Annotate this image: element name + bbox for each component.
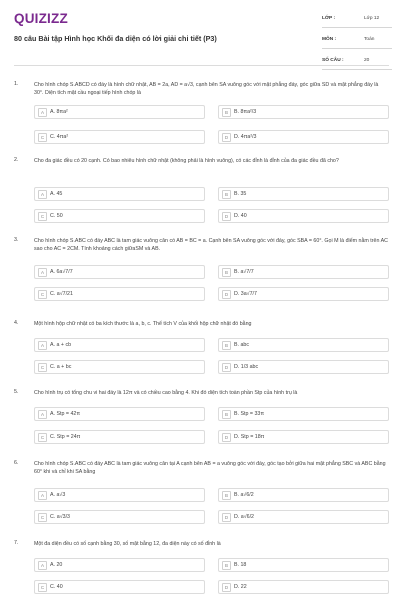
option-text: C. 50: [50, 213, 63, 219]
option-text: C. a√3/3: [50, 514, 70, 520]
option-a[interactable]: [34, 265, 205, 279]
option-letter: B: [222, 108, 231, 117]
worksheet-title: 80 câu Bài tập Hình học Khối đa diện có lời giải chi tiết (P3): [14, 34, 217, 43]
option-text: C. a√7/21: [50, 291, 73, 297]
option-letter: C: [38, 212, 47, 221]
option-letter: D: [222, 583, 231, 592]
option-text: D. 3a√7/7: [234, 291, 257, 297]
option-text: D. a√6/2: [234, 514, 254, 520]
header-divider: [14, 65, 389, 66]
option-letter: A: [38, 190, 47, 199]
option-c[interactable]: [34, 580, 205, 594]
option-text: B. 18: [234, 562, 247, 568]
option-letter: D: [222, 363, 231, 372]
option-text: C. a + bc: [50, 364, 72, 370]
option-letter: A: [38, 410, 47, 419]
option-text: D. 40: [234, 213, 247, 219]
option-letter: B: [222, 491, 231, 500]
option-letter: D: [222, 433, 231, 442]
option-text: D. 1/3 abc: [234, 364, 259, 370]
question-number: 5.: [14, 389, 19, 395]
option-b[interactable]: [218, 265, 389, 279]
option-text: B. abc: [234, 342, 250, 348]
option-letter: D: [222, 133, 231, 142]
question-number: 3.: [14, 237, 19, 243]
option-text: D. 4πa²/3: [234, 134, 257, 140]
meta-count: [322, 54, 392, 70]
option-text: A. a√3: [50, 492, 66, 498]
option-c[interactable]: [34, 510, 205, 524]
option-text: A. 45: [50, 191, 63, 197]
option-text: A. 6a√7/7: [50, 269, 73, 275]
option-b[interactable]: [218, 105, 389, 119]
option-letter: C: [38, 513, 47, 522]
option-text: A. a + cb: [50, 342, 72, 348]
option-letter: C: [38, 433, 47, 442]
question-number: 2.: [14, 157, 19, 163]
option-d[interactable]: [218, 360, 389, 374]
option-letter: B: [222, 190, 231, 199]
option-text: D. 22: [234, 584, 247, 590]
question-number: 4.: [14, 320, 19, 326]
option-a[interactable]: [34, 407, 205, 421]
option-c[interactable]: [34, 360, 205, 374]
question-number: 7.: [14, 540, 19, 546]
option-b[interactable]: [218, 558, 389, 572]
option-c[interactable]: [34, 287, 205, 301]
meta-grade-value: Lớp 12: [364, 16, 380, 21]
option-letter: A: [38, 108, 47, 117]
option-d[interactable]: [218, 580, 389, 594]
question-text: Cho hình chóp S.ABC có đáy ABC là tam giác vuông cân có AB = BC = a. Cạnh bên SA vuông góc với đáy, góc SBA = 60°. Gọi M là điểm nằm trên AC sao cho AC = 2CM. Tính khoảng cách giữaSM và AB.: [34, 238, 388, 252]
option-b[interactable]: [218, 338, 389, 352]
option-b[interactable]: [218, 187, 389, 201]
option-a[interactable]: [34, 488, 205, 502]
option-a[interactable]: [34, 338, 205, 352]
option-letter: D: [222, 212, 231, 221]
question-text: Cho hình chóp S.ABCD có đáy là hình chữ nhật, AB = 2a, AD = a√3, cạnh bên SA vuông góc với mặt phẳng đáy, góc giữa SD và mặt phẳng đáy là 30°. Diện tích mặt cầu ngoại tiếp hình chóp là: [34, 82, 379, 96]
option-b[interactable]: [218, 407, 389, 421]
option-text: C. 4πa²: [50, 134, 69, 140]
meta-grade-label: LỚP :: [322, 16, 336, 21]
option-text: D. Stp = 18π: [234, 434, 265, 440]
question-number: 1.: [14, 81, 19, 87]
meta-subject: [322, 33, 392, 49]
question-text: Cho hình chóp S.ABC có đáy ABC là tam giác vuông cân tại A cạnh bên AB = a vuông góc với đáy, góc tạo bởi giữa hai mặt phẳng SBC và ABC bằng 60° khi và chỉ khi SA bằng: [34, 461, 386, 475]
worksheet-header: [0, 0, 400, 72]
option-c[interactable]: [34, 130, 205, 144]
option-c[interactable]: [34, 209, 205, 223]
option-text: C. 40: [50, 584, 63, 590]
option-text: A. 20: [50, 562, 63, 568]
option-text: B. 35: [234, 191, 247, 197]
option-a[interactable]: [34, 187, 205, 201]
quizizz-logo: QUIZIZZ: [14, 11, 68, 26]
option-d[interactable]: [218, 130, 389, 144]
option-letter: B: [222, 341, 231, 350]
option-letter: C: [38, 290, 47, 299]
question-text: Một đa diện đều có số cạnh bằng 30, số mặt bằng 12, đa diện này có số đỉnh là: [34, 541, 221, 547]
option-letter: C: [38, 363, 47, 372]
option-letter: C: [38, 583, 47, 592]
option-b[interactable]: [218, 488, 389, 502]
meta-subject-label: MÔN :: [322, 37, 337, 42]
question-text: Cho đa giác đều có 20 cạnh. Có bao nhiêu hình chữ nhật (không phải là hình vuông), có các đỉnh là đỉnh của đa giác đều đã cho?: [34, 158, 339, 164]
option-a[interactable]: [34, 558, 205, 572]
meta-count-value: 20: [364, 58, 370, 63]
option-text: B. a√6/2: [234, 492, 254, 498]
meta-subject-value: Toán: [364, 37, 375, 42]
option-letter: C: [38, 133, 47, 142]
option-text: A. Stp = 42π: [50, 411, 81, 417]
option-letter: D: [222, 290, 231, 299]
option-d[interactable]: [218, 287, 389, 301]
meta-grade: [322, 12, 392, 28]
question-text: Một hình hộp chữ nhật có ba kích thước là a, b, c. Thể tích V của khối hộp chữ nhật đó bằng: [34, 321, 252, 327]
option-text: B. 8πa²/3: [234, 109, 257, 115]
option-text: B. a√7/7: [234, 269, 254, 275]
option-a[interactable]: [34, 105, 205, 119]
option-letter: A: [38, 268, 47, 277]
meta-count-label: SỐ CÂU :: [322, 58, 344, 63]
option-letter: D: [222, 513, 231, 522]
question-number: 6.: [14, 460, 19, 466]
option-d[interactable]: [218, 209, 389, 223]
question-text: Cho hình trụ có tổng chu vi hai đáy là 12π và có chiều cao bằng 4. Khi đó diện tích toàn phần Stp của hình trụ là: [34, 390, 298, 396]
option-c[interactable]: [34, 430, 205, 444]
option-d[interactable]: [218, 510, 389, 524]
option-text: B. Stp = 33π: [234, 411, 265, 417]
option-letter: A: [38, 561, 47, 570]
option-d[interactable]: [218, 430, 389, 444]
option-text: A. 8πa²: [50, 109, 68, 115]
option-letter: A: [38, 491, 47, 500]
option-letter: A: [38, 341, 47, 350]
option-letter: B: [222, 410, 231, 419]
option-text: C. Stp = 24π: [50, 434, 81, 440]
option-letter: B: [222, 561, 231, 570]
option-letter: B: [222, 268, 231, 277]
